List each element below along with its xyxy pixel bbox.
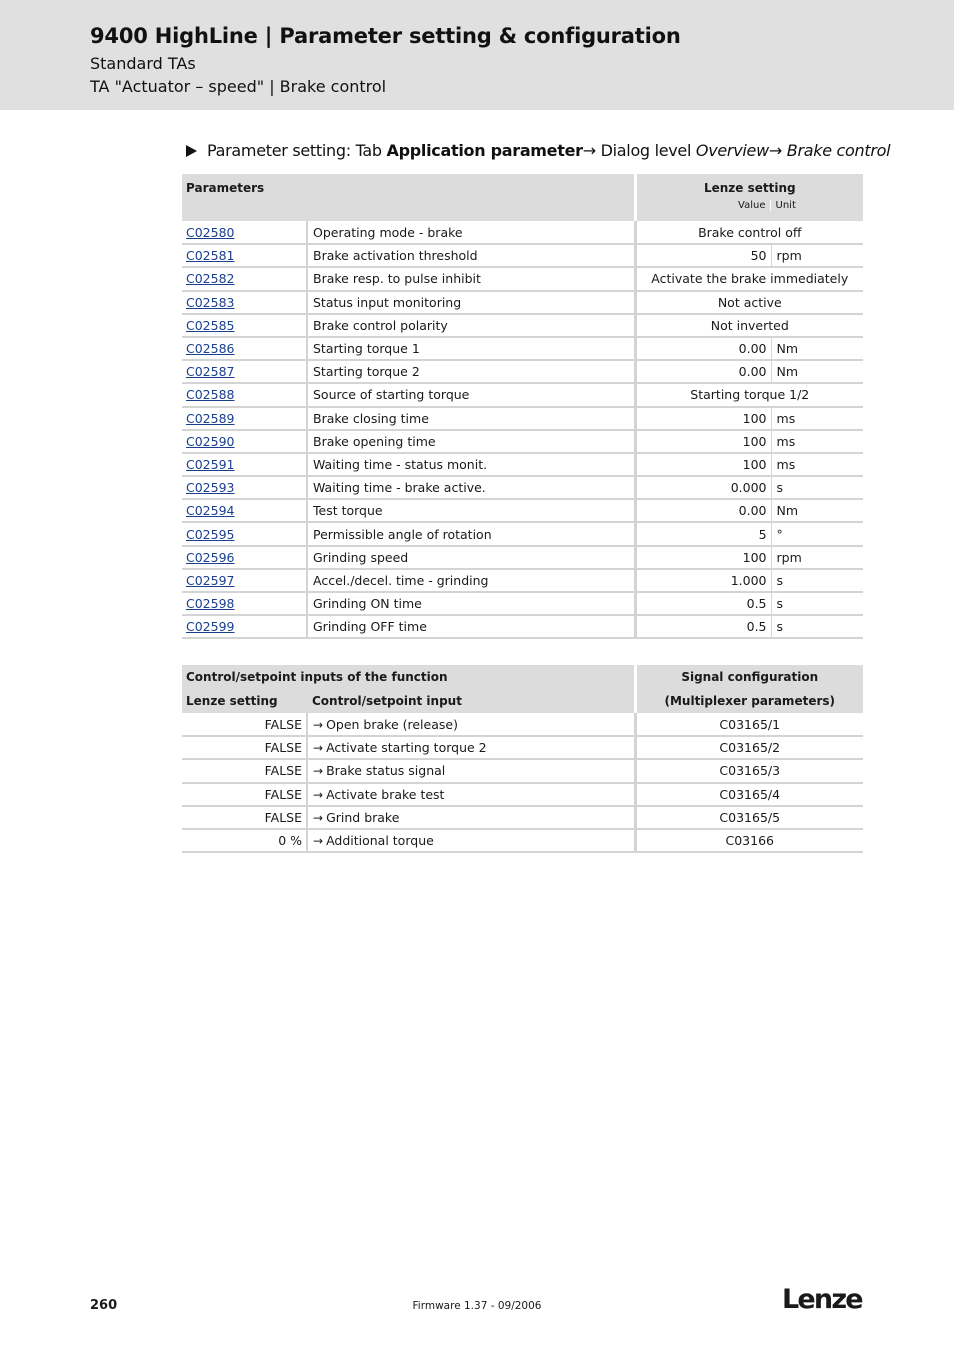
parameter-code-cell: [182, 453, 307, 476]
control-input-cell: [307, 736, 635, 759]
control-input-cell: [307, 759, 635, 782]
parameter-row: [182, 453, 863, 476]
parameter-description: Grinding ON time: [307, 592, 635, 615]
parameter-value: 5: [635, 522, 771, 545]
triangle-bullet-icon: [186, 145, 197, 157]
parameter-code-link[interactable]: C02591: [186, 456, 235, 472]
parameter-description: Grinding OFF time: [307, 615, 635, 638]
parameters-table-header: [182, 174, 863, 221]
parameter-description: Waiting time - status monit.: [307, 453, 635, 476]
parameter-description: Accel./decel. time - grinding: [307, 569, 635, 592]
parameter-code-link[interactable]: C02593: [186, 480, 235, 496]
control-input-row: [182, 759, 863, 782]
parameter-row: [182, 314, 863, 337]
input-lenze-setting: 0 %: [182, 829, 307, 852]
parameter-description: Waiting time - brake active.: [307, 476, 635, 499]
parameter-code-cell: [182, 267, 307, 290]
parameter-row: [182, 499, 863, 522]
parameter-value: Activate the brake immediately: [635, 267, 863, 290]
parameter-code-link[interactable]: C02598: [186, 596, 235, 612]
control-input-row: [182, 806, 863, 829]
control-inputs-table: [182, 665, 863, 853]
parameter-code-cell: [182, 592, 307, 615]
lenze-logo: Lenze: [782, 1284, 862, 1315]
parameter-row: [182, 430, 863, 453]
parameter-value: 100: [635, 407, 771, 430]
parameter-value: 0.00: [635, 360, 771, 383]
control-input-cell: [307, 783, 635, 806]
signal-configuration: C03165/3: [635, 759, 863, 782]
parameter-description: Brake control polarity: [307, 314, 635, 337]
parameter-description: Source of starting torque: [307, 383, 635, 406]
parameter-unit: °: [771, 522, 863, 545]
parameter-code-link[interactable]: C02599: [186, 619, 235, 635]
arrow-right-icon: →: [313, 764, 324, 779]
parameter-row: [182, 291, 863, 314]
control-input-label: Activate starting torque 2: [326, 740, 487, 756]
parameter-code-link[interactable]: C02597: [186, 572, 235, 588]
arrow-right-icon: →: [582, 141, 596, 160]
parameter-code-cell: [182, 337, 307, 360]
parameter-description: Permissible angle of rotation: [307, 522, 635, 545]
unit-subheader: Unit: [775, 200, 796, 211]
value-subheader: Value: [637, 200, 771, 211]
control-input-header: Control/setpoint input: [307, 689, 635, 713]
parameter-code-cell: [182, 522, 307, 545]
arrow-right-icon: →: [313, 717, 324, 732]
parameter-row: [182, 244, 863, 267]
parameter-code-link[interactable]: C02587: [186, 364, 235, 380]
path-tab: Application parameter: [386, 141, 583, 160]
parameters-header: Parameters: [182, 174, 635, 221]
parameter-description: Status input monitoring: [307, 291, 635, 314]
control-input-cell: [307, 713, 635, 736]
parameter-code-cell: [182, 546, 307, 569]
signal-configuration: C03165/5: [635, 806, 863, 829]
lenze-setting-header: [635, 174, 863, 221]
arrow-right-icon: →: [313, 810, 324, 825]
parameter-unit: ms: [771, 407, 863, 430]
parameter-value: Not active: [635, 291, 863, 314]
parameter-row: [182, 476, 863, 499]
parameter-code-link[interactable]: C02586: [186, 341, 235, 357]
parameter-setting-path: [186, 141, 890, 160]
parameter-code-cell: [182, 383, 307, 406]
lenze-setting-label: Lenze setting: [703, 181, 796, 195]
input-lenze-setting: FALSE: [182, 783, 307, 806]
parameter-value: 0.5: [635, 615, 771, 638]
lenze-setting-header: Lenze setting: [182, 689, 307, 713]
parameter-value: 0.00: [635, 337, 771, 360]
input-lenze-setting: FALSE: [182, 759, 307, 782]
parameter-code-link[interactable]: C02583: [186, 294, 235, 310]
signal-configuration: C03166: [635, 829, 863, 852]
path-prefix: Parameter setting: Tab: [207, 141, 387, 160]
parameter-code-link[interactable]: C02581: [186, 248, 235, 264]
parameter-row: [182, 407, 863, 430]
parameter-unit: Nm: [771, 360, 863, 383]
control-input-label: Open brake (release): [326, 716, 458, 732]
parameter-code-link[interactable]: C02594: [186, 503, 235, 519]
parameter-value: 100: [635, 453, 771, 476]
parameter-code-link[interactable]: C02596: [186, 549, 235, 565]
arrow-right-icon: →: [313, 787, 324, 802]
arrow-right-icon: →: [313, 741, 324, 756]
parameter-value: 0.00: [635, 499, 771, 522]
parameter-description: Starting torque 2: [307, 360, 635, 383]
control-input-row: [182, 713, 863, 736]
parameter-description: Brake resp. to pulse inhibit: [307, 267, 635, 290]
parameter-code-cell: [182, 569, 307, 592]
parameter-code-link[interactable]: C02589: [186, 410, 235, 426]
parameter-value: 100: [635, 546, 771, 569]
path-middle: Dialog level: [595, 141, 696, 160]
parameter-value: 100: [635, 430, 771, 453]
parameter-code-cell: [182, 430, 307, 453]
input-lenze-setting: FALSE: [182, 736, 307, 759]
parameter-code-cell: [182, 314, 307, 337]
parameter-code-cell: [182, 476, 307, 499]
parameter-description: Grinding speed: [307, 546, 635, 569]
parameter-code-cell: [182, 291, 307, 314]
control-input-row: [182, 829, 863, 852]
parameter-code-cell: [182, 499, 307, 522]
parameter-unit: Nm: [771, 337, 863, 360]
parameter-row: [182, 383, 863, 406]
parameter-code-link[interactable]: C02585: [186, 317, 235, 333]
parameter-value: 0.000: [635, 476, 771, 499]
control-input-row: [182, 736, 863, 759]
parameter-description: Brake opening time: [307, 430, 635, 453]
parameter-unit: s: [771, 615, 863, 638]
parameters-table: [182, 174, 863, 639]
parameter-code-cell: [182, 221, 307, 244]
arrow-right-icon: →: [768, 141, 782, 160]
parameter-code-link[interactable]: C02590: [186, 433, 235, 449]
parameter-row: [182, 522, 863, 545]
page-title: 9400 HighLine | Parameter setting & configuration: [90, 24, 681, 48]
parameter-code-link[interactable]: C02580: [186, 224, 235, 240]
parameter-row: [182, 267, 863, 290]
path-level: Overview: [695, 141, 769, 160]
parameter-row: [182, 615, 863, 638]
path-destination: Brake control: [786, 141, 891, 160]
control-inputs-header-row2: [182, 689, 863, 713]
control-input-row: [182, 783, 863, 806]
parameter-value: 50: [635, 244, 771, 267]
parameter-unit: s: [771, 476, 863, 499]
parameter-row: [182, 569, 863, 592]
parameter-description: Brake activation threshold: [307, 244, 635, 267]
control-input-label: Additional torque: [326, 833, 434, 849]
parameter-description: Operating mode - brake: [307, 221, 635, 244]
input-lenze-setting: FALSE: [182, 806, 307, 829]
parameter-code-link[interactable]: C02582: [186, 271, 235, 287]
multiplexer-header: (Multiplexer parameters): [635, 689, 863, 713]
parameter-description: Starting torque 1: [307, 337, 635, 360]
signal-configuration: C03165/4: [635, 783, 863, 806]
page-header: [0, 0, 954, 110]
parameter-code-cell: [182, 360, 307, 383]
parameter-value: Starting torque 1/2: [635, 383, 863, 406]
parameter-row: [182, 221, 863, 244]
parameter-value: 1.000: [635, 569, 771, 592]
signal-config-header: Signal configuration: [635, 665, 863, 689]
firmware-version: Firmware 1.37 - 09/2006: [412, 1300, 542, 1312]
control-input-cell: [307, 806, 635, 829]
parameter-row: [182, 592, 863, 615]
parameter-unit: s: [771, 592, 863, 615]
parameter-unit: s: [771, 569, 863, 592]
parameter-row: [182, 337, 863, 360]
control-input-cell: [307, 829, 635, 852]
parameter-code-cell: [182, 407, 307, 430]
parameter-description: Test torque: [307, 499, 635, 522]
parameter-unit: Nm: [771, 499, 863, 522]
arrow-right-icon: →: [313, 834, 324, 849]
parameter-code-cell: [182, 244, 307, 267]
parameter-code-link[interactable]: C02595: [186, 526, 235, 542]
parameter-value: Not inverted: [635, 314, 863, 337]
control-inputs-header-row1: [182, 665, 863, 689]
control-input-label: Brake status signal: [326, 763, 446, 779]
control-inputs-title: Control/setpoint inputs of the function: [182, 665, 635, 689]
signal-configuration: C03165/1: [635, 713, 863, 736]
parameter-unit: rpm: [771, 546, 863, 569]
parameter-row: [182, 360, 863, 383]
parameter-row: [182, 546, 863, 569]
page-subtitle-section: Standard TAs: [90, 54, 196, 73]
parameter-description: Brake closing time: [307, 407, 635, 430]
page-number: 260: [90, 1298, 118, 1313]
page-subtitle-topic: TA "Actuator – speed" | Brake control: [90, 77, 387, 96]
parameter-code-link[interactable]: C02588: [186, 387, 235, 403]
parameter-unit: ms: [771, 453, 863, 476]
control-input-label: Activate brake test: [326, 786, 445, 802]
control-input-label: Grind brake: [326, 809, 400, 825]
input-lenze-setting: FALSE: [182, 713, 307, 736]
parameter-value: 0.5: [635, 592, 771, 615]
parameter-value: Brake control off: [635, 221, 863, 244]
parameter-code-cell: [182, 615, 307, 638]
parameter-unit: rpm: [771, 244, 863, 267]
parameter-unit: ms: [771, 430, 863, 453]
signal-configuration: C03165/2: [635, 736, 863, 759]
